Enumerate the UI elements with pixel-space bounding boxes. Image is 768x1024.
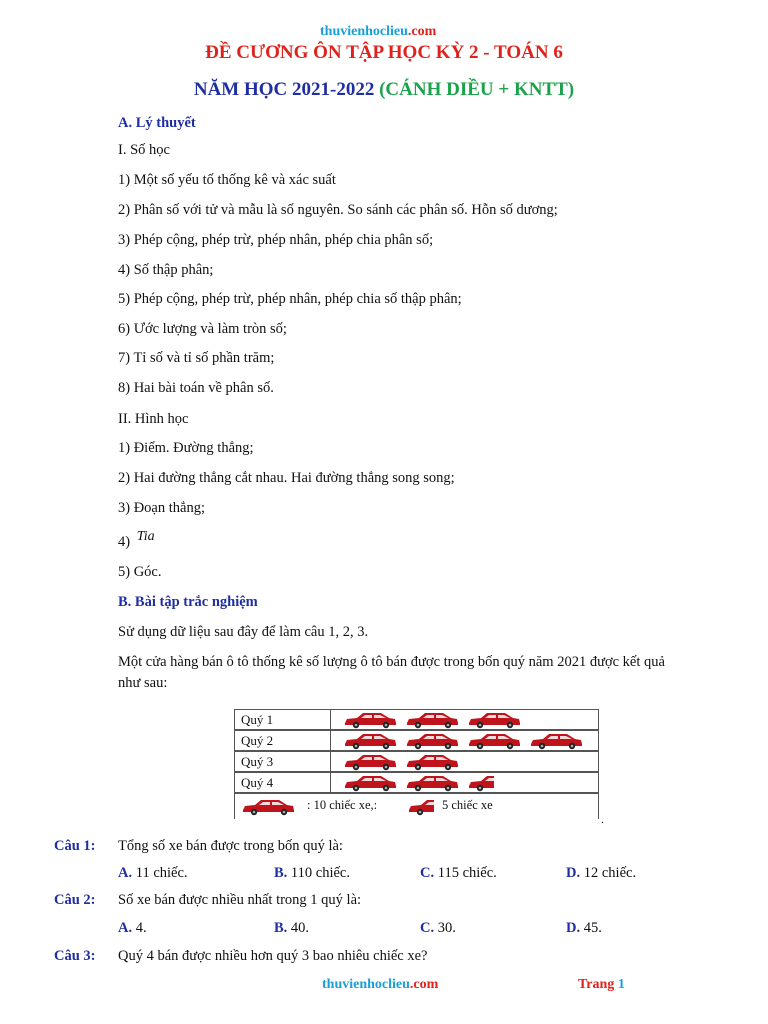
q2-option-c[interactable]: C. 30.	[420, 920, 456, 936]
theory-item: 6) Ước lượng và làm tròn số;	[118, 321, 287, 337]
q1-option-c[interactable]: C. 115 chiếc.	[420, 865, 497, 881]
pictograph-row	[234, 751, 599, 772]
theory-item: 2) Phân số với tử và mẫu là số nguyên. So sánh các phân số. Hỗn số dương;	[118, 202, 558, 218]
geometry-item: 1) Điểm. Đường thẳng;	[118, 440, 254, 456]
page-number: Trang 1	[578, 977, 625, 992]
car-icon	[467, 732, 521, 750]
legend-half-text: 5 chiếc xe	[442, 798, 493, 812]
car-icon	[405, 732, 459, 750]
legend-full-car-icon	[241, 798, 295, 816]
section-b-heading: B. Bài tập trắc nghiệm	[118, 594, 258, 610]
q1-option-b[interactable]: B. 110 chiếc.	[274, 865, 350, 881]
car-icon	[343, 732, 397, 750]
car-icon	[343, 774, 397, 792]
car-icon	[343, 753, 397, 771]
document-title: ĐỀ CƯƠNG ÔN TẬP HỌC KỲ 2 - TOÁN 6	[205, 42, 563, 63]
q2-option-b[interactable]: B. 40.	[274, 920, 310, 936]
question-3-label: Câu 3:	[54, 948, 96, 964]
car-icon	[467, 711, 521, 729]
pictograph-row	[234, 709, 599, 730]
exercise-intro: Sử dụng dữ liệu sau đây để làm câu 1, 2, 3.	[118, 624, 369, 640]
site-footer-link[interactable]: thuvienhoclieu.com	[322, 977, 439, 992]
pictograph-legend	[234, 793, 599, 819]
site-header[interactable]: thuvienhoclieu.com	[320, 24, 437, 39]
theory-item: 5) Phép cộng, phép trừ, phép nhân, phép chia số thập phân;	[118, 291, 462, 307]
geometry-item: 5) Góc.	[118, 564, 162, 580]
theory-item: 7) Tỉ số và tỉ số phần trăm;	[118, 350, 275, 366]
car-icon	[343, 711, 397, 729]
question-2-label: Câu 2:	[54, 892, 96, 908]
car-icon	[405, 711, 459, 729]
theory-item: 3) Phép cộng, phép trừ, phép nhân, phép chia phân số;	[118, 232, 434, 248]
section-a-heading: A. Lý thuyết	[118, 115, 196, 131]
question-1-text: Tổng số xe bán được trong bốn quý là:	[118, 838, 343, 854]
geometry-item: 3) Đoạn thẳng;	[118, 500, 205, 516]
car-icon	[405, 774, 459, 792]
geometry-item: 2) Hai đường thẳng cắt nhau. Hai đường thẳng song song;	[118, 470, 455, 486]
quarter-label: Quý 3	[235, 752, 331, 771]
question-3-text: Quý 4 bán được nhiều hơn quý 3 bao nhiêu chiếc xe?	[118, 948, 428, 964]
quarter-label: Quý 2	[235, 731, 331, 750]
car-icon	[529, 732, 583, 750]
part-2-heading: II. Hình học	[118, 411, 189, 427]
q1-option-a[interactable]: A. 11 chiếc.	[118, 865, 188, 881]
car-icon	[405, 753, 459, 771]
document-subtitle: NĂM HỌC 2021-2022 (CÁNH DIỀU + KNTT)	[193, 79, 575, 100]
half-car-icon	[467, 774, 494, 792]
question-2-text: Số xe bán được nhiều nhất trong 1 quý là:	[118, 892, 362, 908]
legend-full-text: : 10 chiếc xe,:	[307, 798, 378, 812]
theory-item: 1) Một số yếu tố thống kê và xác suất	[118, 172, 336, 188]
quarter-label: Quý 4	[235, 773, 331, 792]
q1-option-d[interactable]: D. 12 chiếc.	[566, 865, 637, 881]
pictograph-row	[234, 730, 599, 751]
theory-item: 8) Hai bài toán về phân số.	[118, 380, 274, 396]
q2-option-d[interactable]: D. 45.	[566, 920, 602, 936]
legend-half-car-icon	[407, 798, 434, 816]
car-sales-pictograph	[234, 709, 600, 819]
exercise-context: Một cửa hàng bán ô tô thống kê số lượng ô tô bán được trong bốn quý năm 2021 được kết quả	[118, 654, 665, 670]
exercise-context: như sau:	[118, 675, 168, 691]
part-1-heading: I. Số học	[118, 142, 170, 158]
theory-item: 4) Số thập phân;	[118, 262, 214, 278]
quarter-label: Quý 1	[235, 710, 331, 729]
question-1-label: Câu 1:	[54, 838, 96, 854]
pictograph-row	[234, 772, 599, 793]
q2-option-a[interactable]: A. 4.	[118, 920, 147, 936]
geometry-item: 4) Tia	[118, 529, 155, 550]
